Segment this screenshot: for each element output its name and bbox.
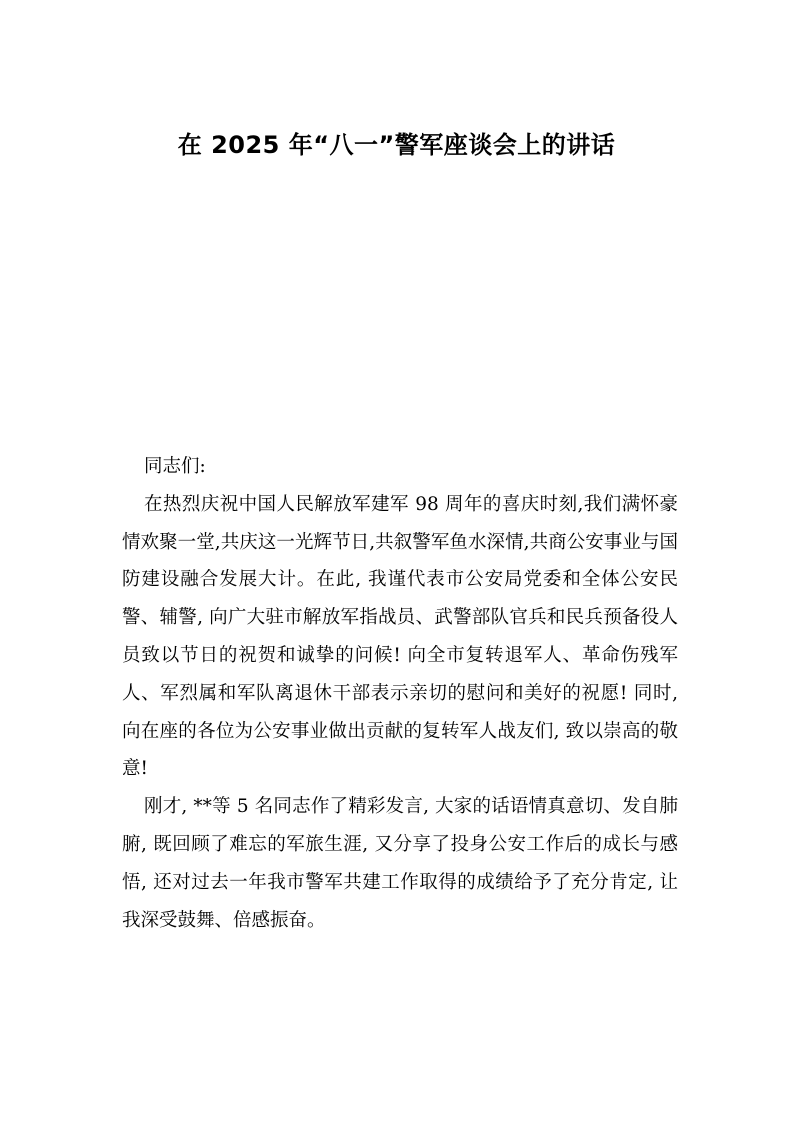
greeting-line: 同志们: <box>144 456 206 477</box>
document-title: 在 2025 年“八一”警军座谈会上的讲话 <box>177 131 616 159</box>
document-body <box>122 448 678 939</box>
paragraph-1: 在热烈庆祝中国人民解放军建军 98 周年的喜庆时刻,我们满怀豪情欢聚一堂,共庆这一光辉节日,共叙警军鱼水深情,共商公安事业与国防建设融合发展大计。在此, 我谨代表市公安局党委和全体公安民警、辅警, 向广大驻市解放军指战员、武警部队官兵和民兵预备役人员致以节日的祝贺和诚挚的问候! 向全市复转退军人、革命伤残军人、军烈属和军队离退休干部表示亲切的慰问和美好的祝愿! 同时, 向在座的各位为公安事业做出贡献的复转军人战友们, 致以崇高的敬意! <box>122 493 678 780</box>
paragraph-2: 刚才, **等 5 名同志作了精彩发言, 大家的话语情真意切、发自肺腑, 既回顾了难忘的军旅生涯, 又分享了投身公安工作后的成长与感悟, 还对过去一年我市警军共建工作取得的成绩给予了充分肯定, 让我深受鼓舞、倍感振奋。 <box>122 796 678 931</box>
